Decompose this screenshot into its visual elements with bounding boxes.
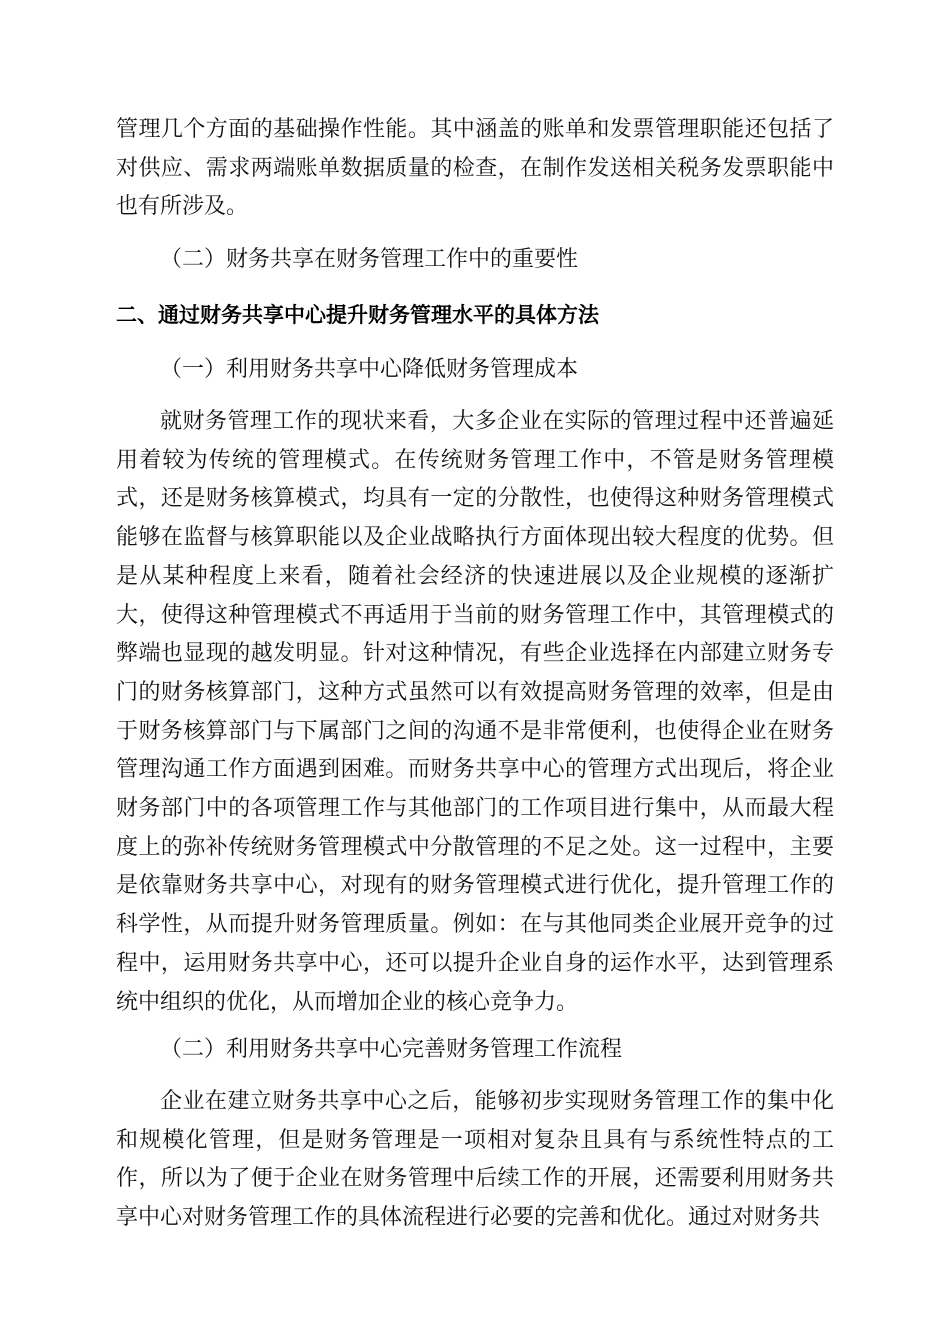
body-paragraph-intro: 管理几个方面的基础操作性能。其中涵盖的账单和发票管理职能还包括了对供应、需求两端账单数据质量的检查，在制作发送相关税务发票职能中也有所涉及。 bbox=[116, 117, 834, 220]
subheading-importance: （二）财务共享在财务管理工作中的重要性 bbox=[160, 247, 579, 272]
body-paragraph-reduce-cost: 就财务管理工作的现状来看，大多企业在实际的管理过程中还普遍延用着较为传统的管理模式。在传统财务管理工作中，不管是财务管理模式，还是财务核算模式，均具有一定的分散性，也使得这种财务管理模式能够在监督与核算职能以及企业战略执行方面体现出较大程度的优势。但是从某种程度上来看，随着社会经济的快速进展以及企业规模的逐渐扩大，使得这种管理模式不再适用于当前的财务管理工作中，其管理模式的弊端也显现的越发明显。针对这种情况，有些企业选择在内部建立财务专门的财务核算部门，这种方式虽然可以有效提高财务管理的效率，但是由于财务核算部门与下属部门之间的沟通不是非常便利，也使得企业在财务管理沟通工作方面遇到困难。而财务共享中心的管理方式出现后，将企业财务部门中的各项管理工作与其他部门的工作项目进行集中，从而最大程度上的弥补传统财务管理模式中分散管理的不足之处。这一过程中，主要是依靠财务共享中心，对现有的财务管理模式进行优化，提升管理工作的科学性，从而提升财务管理质量。例如：在与其他同类企业展开竞争的过程中，运用财务共享中心，还可以提升企业自身的运作水平，达到管理系统中组织的优化，从而增加企业的核心竞争力。 bbox=[116, 409, 834, 1015]
section-heading-methods: 二、通过财务共享中心提升财务管理水平的具体方法 bbox=[116, 303, 599, 327]
body-paragraph-improve-process: 企业在建立财务共享中心之后，能够初步实现财务管理工作的集中化和规模化管理，但是财务管理是一项相对复杂且具有与系统性特点的工作，所以为了便于企业在财务管理中后续工作的开展，还需要利用财务共享中心对财务管理工作的具体流程进行必要的完善和优化。通过对财务共 bbox=[116, 1089, 834, 1231]
subheading-improve-process: （二）利用财务共享中心完善财务管理工作流程 bbox=[160, 1037, 623, 1062]
subheading-reduce-cost: （一）利用财务共享中心降低财务管理成本 bbox=[160, 357, 579, 382]
